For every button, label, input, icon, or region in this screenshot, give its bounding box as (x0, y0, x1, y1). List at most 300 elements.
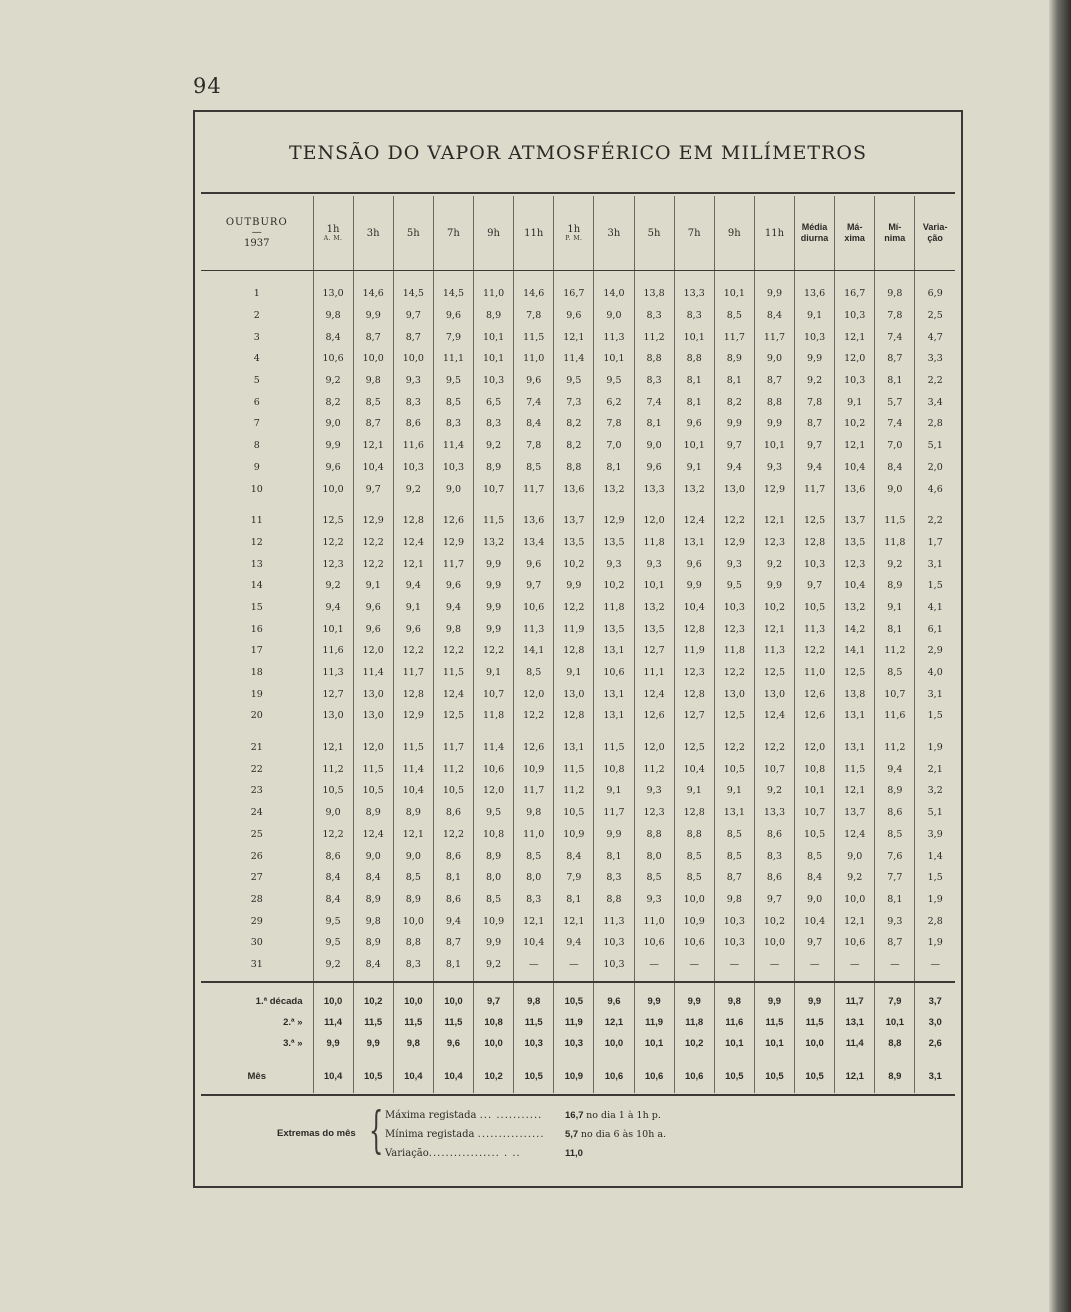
value-cell: 13,6 (795, 271, 835, 305)
value-cell: 12,5 (433, 705, 473, 727)
value-cell: 1,9 (915, 889, 955, 911)
value-cell: 9,2 (313, 954, 353, 983)
summary-value: 11,5 (393, 1012, 433, 1033)
summary-value: 10,0 (474, 1033, 514, 1054)
summary-value: 11,5 (754, 1012, 794, 1033)
value-cell: 3,2 (915, 780, 955, 802)
value-cell: 9,1 (835, 391, 875, 413)
value-cell: 10,4 (674, 758, 714, 780)
value-cell: 9,7 (353, 478, 393, 500)
value-cell: 14,1 (514, 640, 554, 662)
summary-value: 10,6 (594, 1054, 634, 1093)
hour-label: 1h (567, 224, 581, 235)
extremes-divider (201, 1094, 955, 1096)
table-row (201, 618, 955, 640)
value-cell: 10,3 (714, 597, 754, 619)
value-cell: 7,4 (634, 391, 674, 413)
value-cell: 7,0 (875, 435, 915, 457)
table-row (201, 662, 955, 684)
value-cell: 12,7 (634, 640, 674, 662)
value-cell: 7,9 (554, 867, 594, 889)
value-cell: 12,4 (674, 500, 714, 532)
value-cell: 10,2 (554, 553, 594, 575)
value-cell: 10,1 (474, 348, 514, 370)
value-cell: 14,6 (514, 271, 554, 305)
value-cell: 12,1 (835, 780, 875, 802)
value-cell: 11,4 (393, 758, 433, 780)
value-cell: 13,6 (514, 500, 554, 532)
value-cell: 9,6 (514, 370, 554, 392)
value-cell: 11,0 (514, 824, 554, 846)
value-cell: 11,7 (594, 802, 634, 824)
value-cell: 11,4 (554, 348, 594, 370)
summary-value: 10,5 (514, 1054, 554, 1093)
value-cell: 9,1 (674, 780, 714, 802)
summary-value: 9,8 (393, 1033, 433, 1054)
value-cell: 11,2 (433, 758, 473, 780)
stat-header-line: Varia- (922, 222, 948, 232)
summary-value: 9,9 (313, 1033, 353, 1054)
hour-label: 9h (727, 227, 741, 239)
value-cell: 10,7 (795, 802, 835, 824)
value-cell: 13,0 (313, 705, 353, 727)
value-cell: — (634, 954, 674, 983)
value-cell: 9,6 (674, 413, 714, 435)
value-cell: 11,5 (433, 662, 473, 684)
table-row (201, 500, 955, 532)
value-cell: 9,9 (474, 618, 514, 640)
summary-value: 7,9 (875, 982, 915, 1012)
summary-value: 11,4 (313, 1012, 353, 1033)
var-dots: ................. . .. (428, 1148, 521, 1159)
value-cell: 8,7 (353, 413, 393, 435)
value-cell: 11,0 (474, 271, 514, 305)
value-cell: 2,1 (915, 758, 955, 780)
value-cell: 9,3 (634, 889, 674, 911)
table-row (201, 824, 955, 846)
hour-label: 5h (406, 227, 420, 239)
value-cell: 8,6 (433, 889, 473, 911)
value-cell: 9,3 (714, 553, 754, 575)
summary-value: 10,5 (554, 982, 594, 1012)
value-cell: 13,7 (835, 500, 875, 532)
value-cell: 12,5 (835, 662, 875, 684)
value-cell: 10,0 (393, 910, 433, 932)
hour-label: 7h (687, 227, 701, 239)
value-cell: 9,5 (554, 370, 594, 392)
value-cell: 10,3 (714, 932, 754, 954)
value-cell: 7,4 (875, 413, 915, 435)
value-cell: 10,4 (835, 575, 875, 597)
value-cell: 13,3 (634, 478, 674, 500)
month-name: OUTBURO (225, 217, 288, 228)
value-cell: 7,3 (554, 391, 594, 413)
table-row (201, 867, 955, 889)
value-cell: 9,6 (433, 575, 473, 597)
month-dash: — (251, 227, 262, 238)
day-cell: 7 (253, 418, 260, 430)
value-cell: 8,8 (554, 457, 594, 479)
value-cell: 11,5 (594, 727, 634, 759)
value-cell: 9,0 (353, 845, 393, 867)
value-cell: 8,5 (514, 457, 554, 479)
value-cell: 8,7 (875, 932, 915, 954)
value-cell: 8,5 (714, 845, 754, 867)
value-cell: 2,8 (915, 910, 955, 932)
day-cell: 1 (253, 288, 260, 300)
value-cell: 9,2 (754, 553, 794, 575)
value-cell: 11,5 (393, 727, 433, 759)
value-cell: 9,5 (433, 370, 473, 392)
value-cell: 10,8 (474, 824, 514, 846)
value-cell: 12,2 (474, 640, 514, 662)
value-cell: 9,9 (474, 575, 514, 597)
value-cell: 12,1 (393, 553, 433, 575)
day-cell: 17 (250, 645, 263, 657)
value-cell: 13,3 (674, 271, 714, 305)
value-cell: 8,5 (353, 391, 393, 413)
day-cell: 25 (250, 828, 263, 840)
table-row (201, 758, 955, 780)
value-cell: 8,3 (634, 305, 674, 327)
value-cell: 12,9 (594, 500, 634, 532)
value-cell: 11,8 (875, 532, 915, 554)
value-cell: 9,1 (393, 597, 433, 619)
value-cell: 11,4 (353, 662, 393, 684)
summary-value: 3,1 (915, 1054, 955, 1093)
value-cell: 9,1 (594, 780, 634, 802)
summary-value: 10,0 (795, 1033, 835, 1054)
value-cell: 12,2 (313, 532, 353, 554)
value-cell: 10,1 (754, 435, 794, 457)
table-row (201, 932, 955, 954)
value-cell: 10,5 (795, 597, 835, 619)
value-cell: 12,8 (393, 500, 433, 532)
value-cell: — (875, 954, 915, 983)
value-cell: 1,7 (915, 532, 955, 554)
max-dots: ... ........... (479, 1110, 543, 1121)
summary-value: 9,6 (594, 982, 634, 1012)
summary-value: 11,8 (674, 1012, 714, 1033)
value-cell: 8,3 (393, 391, 433, 413)
table-row (201, 727, 955, 759)
summary-value: 10,1 (634, 1033, 674, 1054)
value-cell: 12,4 (634, 683, 674, 705)
value-cell: 9,7 (393, 305, 433, 327)
summary-value: 10,8 (474, 1012, 514, 1033)
value-cell: 12,2 (795, 640, 835, 662)
value-cell: 10,9 (514, 758, 554, 780)
value-cell: 9,8 (714, 889, 754, 911)
value-cell: 13,2 (594, 478, 634, 500)
summary-value: 9,9 (754, 982, 794, 1012)
summary-value: 10,2 (474, 1054, 514, 1093)
value-cell: 9,9 (474, 597, 514, 619)
value-cell: 11,6 (393, 435, 433, 457)
value-cell: 8,9 (714, 348, 754, 370)
table-row (201, 910, 955, 932)
value-cell: 7,7 (875, 867, 915, 889)
value-cell: 13,1 (835, 705, 875, 727)
value-cell: 8,4 (554, 845, 594, 867)
value-cell: 12,6 (433, 500, 473, 532)
value-cell: 11,7 (514, 478, 554, 500)
value-cell: 13,5 (594, 532, 634, 554)
value-cell: — (915, 954, 955, 983)
value-cell: 8,3 (754, 845, 794, 867)
value-cell: 9,1 (795, 305, 835, 327)
value-cell: 9,4 (554, 932, 594, 954)
value-cell: 13,4 (514, 532, 554, 554)
summary-value: 10,0 (393, 982, 433, 1012)
day-cell: 13 (250, 558, 263, 570)
value-cell: 8,2 (313, 391, 353, 413)
value-cell: 7,8 (875, 305, 915, 327)
value-cell: 11,7 (393, 662, 433, 684)
value-cell: 9,0 (393, 845, 433, 867)
stat-header (795, 196, 835, 271)
summary-value: 11,4 (835, 1033, 875, 1054)
value-cell: 8,8 (594, 889, 634, 911)
value-cell: 9,9 (795, 348, 835, 370)
var-value: 11,0 (565, 1148, 583, 1159)
value-cell: 9,2 (393, 478, 433, 500)
value-cell: 10,9 (554, 824, 594, 846)
value-cell: 13,5 (835, 532, 875, 554)
table-row (201, 478, 955, 500)
value-cell: 10,5 (313, 780, 353, 802)
value-cell: 11,6 (875, 705, 915, 727)
summary-value: 8,9 (875, 1054, 915, 1093)
value-cell: 8,9 (474, 845, 514, 867)
value-cell: 10,0 (393, 348, 433, 370)
summary-value: 10,5 (714, 1054, 754, 1093)
table-row (201, 802, 955, 824)
value-cell: 2,2 (915, 370, 955, 392)
header-row (201, 196, 955, 271)
value-cell: 13,0 (353, 705, 393, 727)
value-cell: 10,0 (674, 889, 714, 911)
value-cell: 11,3 (754, 640, 794, 662)
value-cell: 6,5 (474, 391, 514, 413)
value-cell: 12,9 (393, 705, 433, 727)
value-cell: 4,6 (915, 478, 955, 500)
stat-header-line: xima (844, 233, 865, 243)
value-cell: 8,3 (514, 889, 554, 911)
value-cell: 13,8 (835, 683, 875, 705)
day-cell: 8 (253, 440, 260, 452)
summary-value: 10,0 (594, 1033, 634, 1054)
value-cell: 11,0 (795, 662, 835, 684)
value-cell: 9,7 (714, 435, 754, 457)
day-cell: 20 (250, 710, 263, 722)
value-cell: 10,7 (474, 683, 514, 705)
summary-value: 10,6 (674, 1054, 714, 1093)
table-row (201, 597, 955, 619)
value-cell: 12,3 (634, 802, 674, 824)
summary-value: 11,7 (835, 982, 875, 1012)
value-cell: 13,8 (634, 271, 674, 305)
value-cell: 12,1 (835, 435, 875, 457)
value-cell: 8,4 (313, 326, 353, 348)
value-cell: 8,6 (313, 845, 353, 867)
day-cell: 24 (250, 807, 263, 819)
value-cell: 13,5 (634, 618, 674, 640)
table-row (201, 370, 955, 392)
value-cell: 8,4 (754, 305, 794, 327)
value-cell: 12,3 (754, 532, 794, 554)
value-cell: 12,4 (433, 683, 473, 705)
value-cell: 8,3 (634, 370, 674, 392)
value-cell: 9,0 (835, 845, 875, 867)
value-cell: 8,7 (754, 370, 794, 392)
value-cell: 8,7 (353, 326, 393, 348)
value-cell: 4,7 (915, 326, 955, 348)
value-cell: 8,1 (875, 889, 915, 911)
summary-value: 10,5 (795, 1054, 835, 1093)
value-cell: 9,2 (795, 370, 835, 392)
value-cell: 12,5 (714, 705, 754, 727)
value-cell: 10,8 (795, 758, 835, 780)
value-cell: 12,6 (634, 705, 674, 727)
value-cell: 9,7 (795, 575, 835, 597)
hour-label: 11h (764, 227, 785, 239)
value-cell: 1,9 (915, 727, 955, 759)
stat-header-line: Má- (846, 222, 863, 232)
value-cell: 8,1 (594, 845, 634, 867)
value-cell: 9,2 (474, 435, 514, 457)
value-cell: 13,6 (554, 478, 594, 500)
summary-value: 9,9 (795, 982, 835, 1012)
summary-value: 9,8 (714, 982, 754, 1012)
summary-value: 10,3 (554, 1033, 594, 1054)
value-cell: 9,9 (754, 575, 794, 597)
value-cell: 12,8 (554, 705, 594, 727)
value-cell: 6,9 (915, 271, 955, 305)
value-cell: 12,1 (554, 326, 594, 348)
value-cell: 8,3 (474, 413, 514, 435)
summary-value: 10,0 (433, 982, 473, 1012)
value-cell: 11,1 (433, 348, 473, 370)
value-cell: 11,5 (474, 500, 514, 532)
summary-value: 10,1 (754, 1033, 794, 1054)
value-cell: 11,2 (875, 727, 915, 759)
table-row (201, 954, 955, 983)
value-cell: 8,8 (674, 824, 714, 846)
value-cell: 10,2 (594, 575, 634, 597)
value-cell: 13,7 (554, 500, 594, 532)
value-cell: 1,4 (915, 845, 955, 867)
day-cell: 5 (253, 375, 260, 387)
summary-row (201, 1033, 955, 1054)
value-cell: 8,3 (433, 413, 473, 435)
hour-label: 5h (647, 227, 661, 239)
value-cell: 10,6 (674, 932, 714, 954)
value-cell: 12,2 (514, 705, 554, 727)
value-cell: 13,3 (754, 802, 794, 824)
value-cell: 8,1 (714, 370, 754, 392)
value-cell: 11,0 (634, 910, 674, 932)
hour-header (514, 196, 554, 271)
hour-header (353, 196, 393, 271)
stat-header-line: ção (927, 233, 943, 243)
value-cell: 8,7 (875, 348, 915, 370)
value-cell: 2,0 (915, 457, 955, 479)
value-cell: 12,2 (714, 662, 754, 684)
value-cell: 8,1 (674, 370, 714, 392)
table-row (201, 889, 955, 911)
summary-label: 2.ª » (283, 1017, 303, 1029)
summary-value: 10,1 (714, 1033, 754, 1054)
value-cell: 9,7 (795, 932, 835, 954)
value-cell: 8,5 (875, 662, 915, 684)
value-cell: 11,7 (514, 780, 554, 802)
value-cell: 10,6 (634, 932, 674, 954)
max-value: 16,7 (565, 1110, 584, 1121)
value-cell: 10,2 (754, 597, 794, 619)
value-cell: 13,0 (714, 683, 754, 705)
value-cell: 10,4 (795, 910, 835, 932)
value-cell: 8,5 (474, 889, 514, 911)
table-row (201, 413, 955, 435)
value-cell: 3,1 (915, 553, 955, 575)
value-cell: 10,0 (835, 889, 875, 911)
value-cell: 3,3 (915, 348, 955, 370)
value-cell: 10,0 (754, 932, 794, 954)
stat-header-line: diurna (800, 233, 829, 243)
hour-header (594, 196, 634, 271)
value-cell: 11,7 (795, 478, 835, 500)
hour-header (433, 196, 473, 271)
value-cell: 12,5 (313, 500, 353, 532)
value-cell: 14,1 (835, 640, 875, 662)
value-cell: 12,8 (795, 532, 835, 554)
hour-header (393, 196, 433, 271)
value-cell: 8,9 (393, 889, 433, 911)
min-value: 5,7 (565, 1129, 579, 1140)
value-cell: 12,9 (754, 478, 794, 500)
hour-label: 3h (366, 227, 380, 239)
value-cell: 9,4 (875, 758, 915, 780)
value-cell: 9,9 (594, 824, 634, 846)
value-cell: 9,4 (313, 597, 353, 619)
value-cell: 7,8 (594, 413, 634, 435)
value-cell: 10,1 (674, 326, 714, 348)
value-cell: 11,0 (514, 348, 554, 370)
value-cell: 9,3 (634, 553, 674, 575)
value-cell: 8,6 (754, 824, 794, 846)
value-cell: 11,7 (433, 727, 473, 759)
value-cell: 9,1 (474, 662, 514, 684)
value-cell: 8,2 (554, 435, 594, 457)
value-cell: 9,9 (313, 435, 353, 457)
summary-value: 10,2 (353, 982, 393, 1012)
value-cell: 11,8 (474, 705, 514, 727)
value-cell: 7,6 (875, 845, 915, 867)
value-cell: 13,2 (835, 597, 875, 619)
value-cell: 12,2 (433, 640, 473, 662)
value-cell: 11,2 (875, 640, 915, 662)
summary-value: 10,5 (754, 1054, 794, 1093)
value-cell: 12,2 (393, 640, 433, 662)
value-cell: 11,3 (313, 662, 353, 684)
value-cell: 12,9 (353, 500, 393, 532)
value-cell: 13,6 (835, 478, 875, 500)
value-cell: 11,5 (835, 758, 875, 780)
value-cell: 11,7 (433, 553, 473, 575)
day-cell: 28 (250, 893, 263, 905)
value-cell: 12,1 (313, 727, 353, 759)
